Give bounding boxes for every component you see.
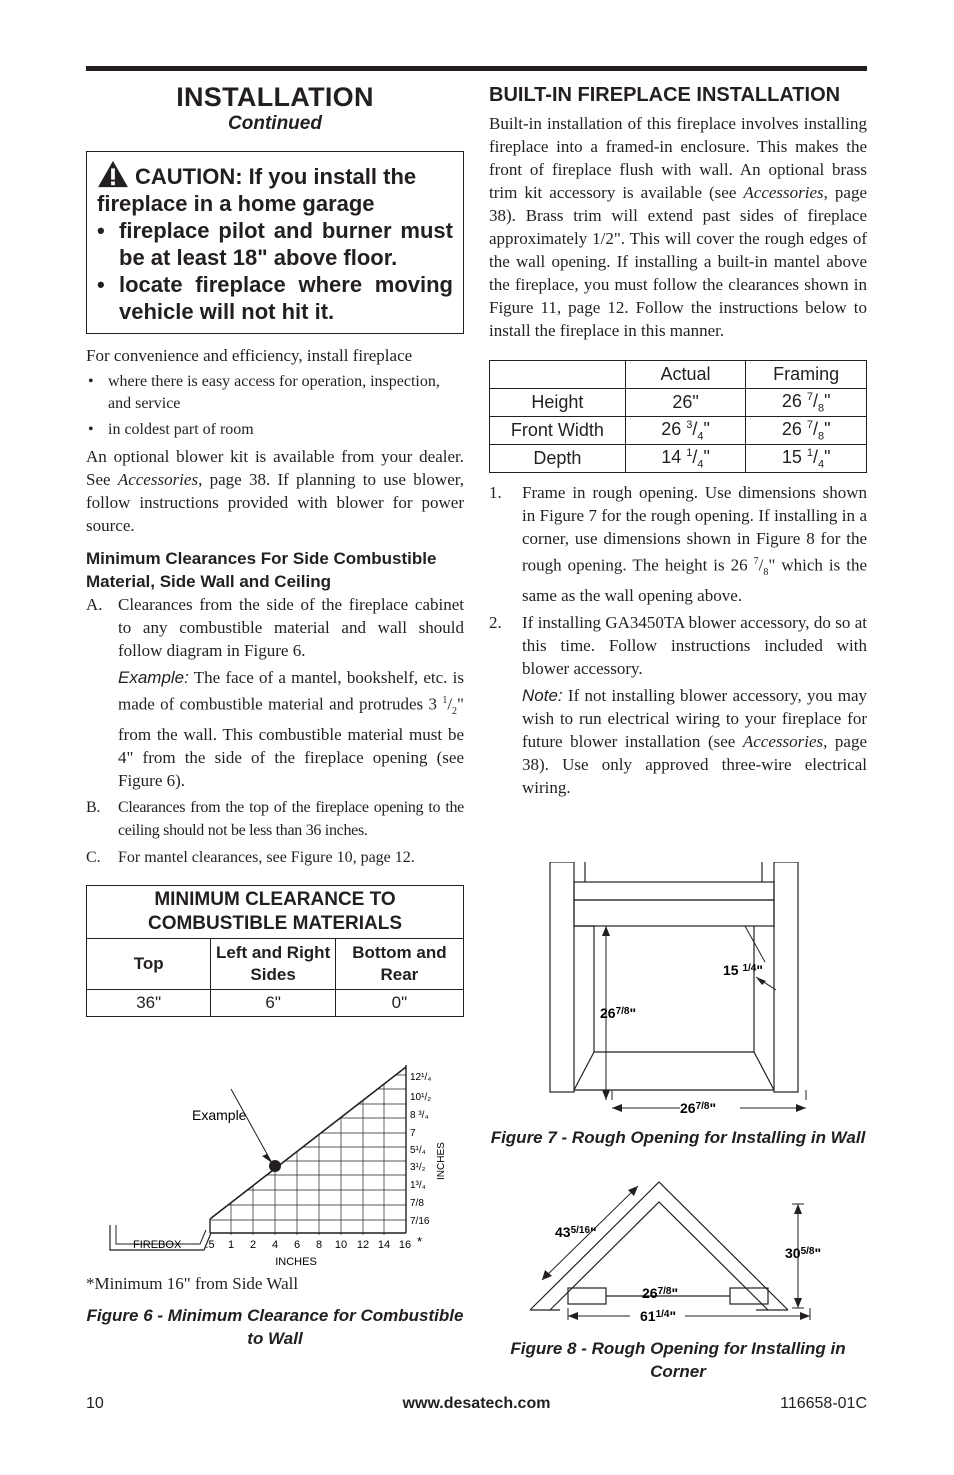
- y-tick: 12¹/₄: [410, 1072, 432, 1083]
- y-tick: 10¹/₂: [410, 1092, 432, 1103]
- y-tick: 7: [410, 1128, 416, 1139]
- figure-7-depth-label: 15 $^{1/4}$": [723, 962, 764, 978]
- top-rule: [86, 66, 867, 71]
- website-link[interactable]: www.desatech.com: [402, 1395, 551, 1412]
- figure-6-caption: Figure 6 - Minimum Clearance for Combustible to Wall: [86, 1306, 464, 1348]
- figure-8-back-label: $61^{1/4}$": [640, 1308, 677, 1324]
- caution-box: [86, 151, 464, 334]
- figure-8-caption: Figure 8 - Rough Opening for Installing in Corner: [510, 1339, 846, 1381]
- table-header: Framing: [746, 361, 867, 389]
- figure-6-star: *: [417, 1234, 423, 1249]
- y-tick: 7/8: [410, 1198, 424, 1209]
- clearance-table: [86, 885, 464, 1017]
- intro-text: For convenience and efficiency, install fireplace: [86, 346, 413, 365]
- table-header: Top: [87, 939, 211, 990]
- caution-heading: CAUTION: If you install the fireplace in a home garage: [97, 164, 417, 216]
- list-item: • in coldest part of room: [86, 419, 464, 441]
- list-item: C. For mantel clearances, see Figure 10, page 12.: [86, 849, 415, 867]
- built-in-paragraph: Built-in installation of this fireplace involves installing fireplace into a framed-in enclosure. This makes the front of fireplace flush with wall. An optional brass trim kit accessory is available (see Accessories, page 38). Brass trim will extend past sides of fireplace approximately 1/2". This will cover the rough edges of the wall opening. If installing a built-in mantel above the fireplace, you must follow the clearances shown in Figure 11, page 12. Follow the instructions below to install the fireplace in this manner.: [489, 114, 867, 340]
- warning-icon: [97, 160, 129, 188]
- y-tick: 3¹/₂: [410, 1162, 426, 1173]
- figure-6-x-label: INCHES: [275, 1256, 317, 1268]
- table-row: Depth 14 $^1/_4$" 15 $^1/_4$": [490, 445, 867, 473]
- figure-6-firebox-label: FIREBOX: [133, 1239, 182, 1251]
- clearance-list: [86, 593, 464, 869]
- list-item: • where there is easy access for operation, inspection, and service: [86, 371, 464, 415]
- x-tick: 10: [334, 1239, 348, 1251]
- figure-8-diagram: [520, 1180, 840, 1330]
- document-code: 116658-01C: [780, 1395, 867, 1412]
- table-row: Height 26" 26 $^7/_8$": [490, 389, 867, 417]
- figure-8-diagonal-label: $43^{5/16}$": [555, 1224, 597, 1240]
- table-header: Actual: [625, 361, 746, 389]
- table-header: Bottom and Rear: [335, 939, 463, 990]
- figure-8-front-label: $26^{7/8}$": [642, 1285, 679, 1301]
- figure-7-caption: Figure 7 - Rough Opening for Installing in Wall: [490, 1128, 866, 1147]
- section-heading: BUILT-IN FIREPLACE INSTALLATION: [489, 84, 841, 106]
- steps-list: [489, 481, 867, 799]
- figure-7-height-label: $26^{7/8}$": [600, 1005, 637, 1021]
- clearance-table-caption: MINIMUM CLEARANCE TO COMBUSTIBLE MATERIALS: [87, 886, 464, 939]
- list-item: 2. If installing GA3450TA blower accessory, do so at this time. Follow instructions included with blower accessory. Note: If not installing blower accessory, you may wish to run electrical wiring to your fireplace for future blower installation (see Accessories, page 38). Use only approved three-wire electrical wiring.: [489, 613, 868, 798]
- page-title: INSTALLATION: [176, 82, 374, 112]
- table-cell: 0": [335, 990, 463, 1017]
- y-tick: 5¹/₄: [410, 1145, 426, 1156]
- y-tick: 8 ³/₄: [410, 1110, 429, 1121]
- caution-bullet: • locate fireplace where moving vehicle will not hit it.: [97, 271, 453, 325]
- figure-6-y-ticks: [410, 1072, 431, 1227]
- x-tick: 14: [377, 1239, 391, 1251]
- x-tick: .5: [205, 1239, 215, 1251]
- figure-7-width-label: $26^{7/8}$": [680, 1100, 717, 1116]
- x-tick: 1: [227, 1239, 235, 1251]
- figure-6-diagram: [86, 1055, 464, 1280]
- list-item: B. Clearances from the top of the fireplace opening to the ceiling should not be less than 36 inches.: [86, 799, 464, 840]
- table-cell: 6": [211, 990, 335, 1017]
- blower-paragraph: An optional blower kit is available from your dealer. See Accessories, page 38. If planning to use blower, follow instructions provided with blower for power source.: [86, 447, 464, 535]
- x-tick: 16: [398, 1239, 412, 1251]
- y-tick: 7/16: [410, 1216, 430, 1227]
- y-tick: 1³/₄: [410, 1180, 426, 1191]
- table-cell: 36": [87, 990, 211, 1017]
- table-header: [490, 361, 626, 389]
- list-item: A. Clearances from the side of the fireplace cabinet to any combustible material and wall should follow diagram in Figure 6. Example: The face of a mantel, bookshelf, etc. is made of combustible material and protrudes 3 $^1/_2$" from the wall. This combustible material must be 4" from the side of the fireplace opening (see Figure 6).: [86, 595, 464, 791]
- figure-7-diagram: [540, 862, 820, 1122]
- x-tick: 8: [315, 1239, 323, 1251]
- left-column: [86, 80, 464, 1017]
- caution-bullet: • fireplace pilot and burner must be at least 18" above floor.: [97, 217, 453, 271]
- x-tick: 6: [293, 1239, 301, 1251]
- x-tick: 2: [249, 1239, 257, 1251]
- figure-6-example-label: Example: [192, 1107, 247, 1123]
- dimensions-table: [489, 360, 867, 473]
- list-item: 1. Frame in rough opening. Use dimensions shown in Figure 7 for the rough opening. If installing in a corner, use dimensions shown in Figure 8 for the rough opening. The height is 26 $^7/_8$" which is the same as the wall opening above.: [489, 483, 867, 606]
- right-column: [489, 80, 867, 803]
- x-tick: 4: [271, 1239, 279, 1251]
- figure-8-height-label: $30^{5/8}$": [785, 1245, 822, 1261]
- page-subtitle: Continued: [228, 113, 322, 134]
- x-tick: 12: [356, 1239, 370, 1251]
- figure-6-footnote: *Minimum 16" from Side Wall: [86, 1274, 299, 1293]
- page-number: 10: [86, 1395, 104, 1412]
- table-row: Front Width 26 $^3/_4$" 26 $^7/_8$": [490, 417, 867, 445]
- figure-6-y-label: INCHES: [436, 1142, 447, 1180]
- table-header: Left and Right Sides: [211, 939, 335, 990]
- clearance-subheading: Minimum Clearances For Side Combustible Material, Side Wall and Ceiling: [86, 549, 437, 591]
- figure-6-x-ticks: [205, 1239, 411, 1251]
